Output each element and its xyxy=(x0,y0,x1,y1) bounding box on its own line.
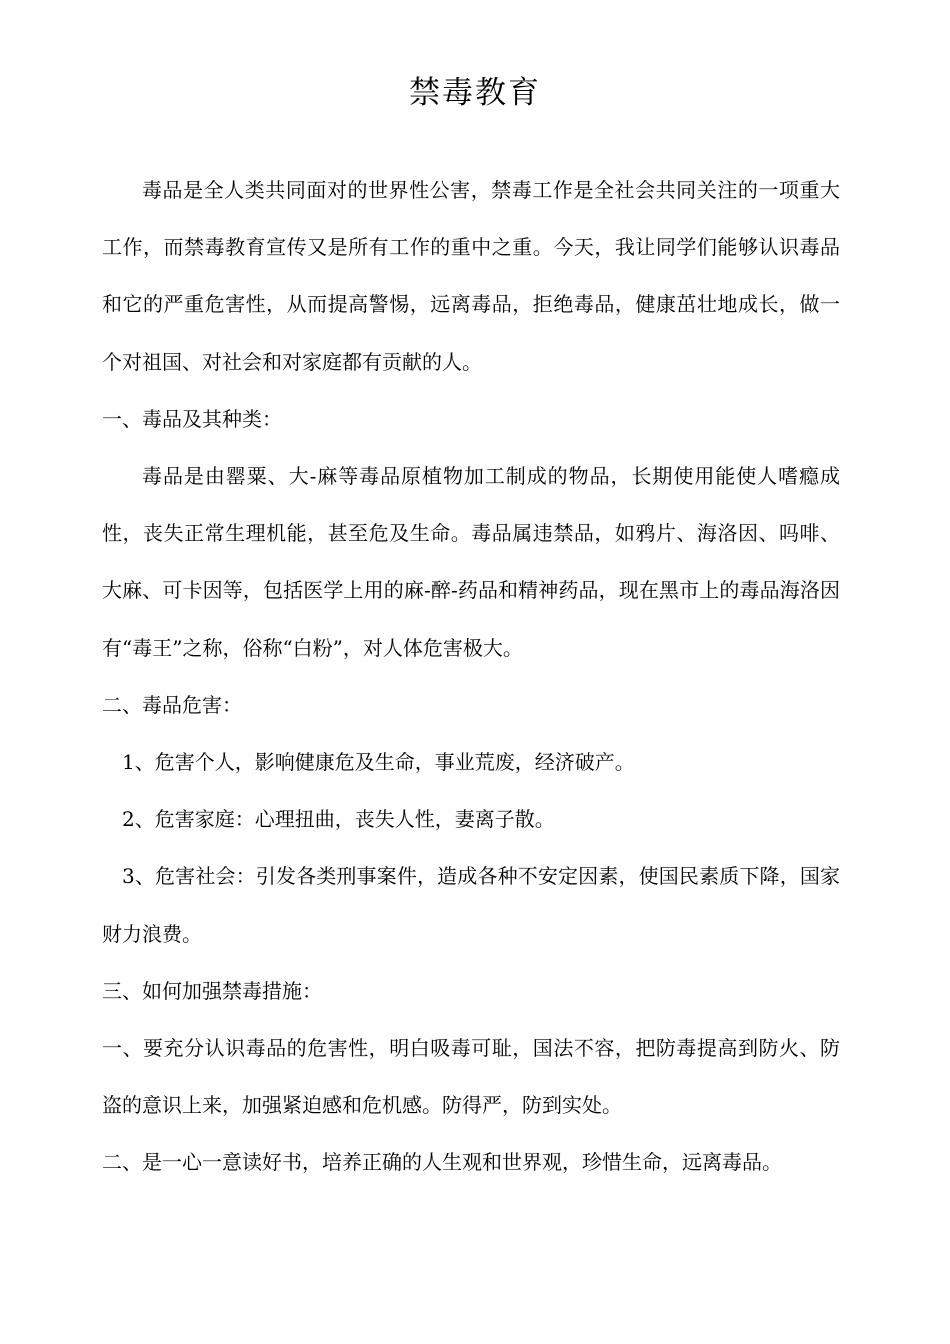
measure-item-awareness: 一、要充分认识毒品的危害性，明白吸毒可耻，国法不容，把防毒提高到防火、防盗的意识上来，加强紧迫感和危机感。防得严，防到实处。 xyxy=(102,1036,840,1118)
section-heading-drug-harm: 二、毒品危害： xyxy=(102,692,242,717)
harm-item-society: 3、危害社会：引发各类刑事案件，造成各种不安定因素，使国民素质下降，国家财力浪费。 xyxy=(102,864,840,946)
document-body xyxy=(102,162,840,1192)
intro-paragraph: 毒品是全人类共同面对的世界性公害，禁毒工作是全社会共同关注的一项重大工作，而禁毒教育宣传又是所有工作的重中之重。今天，我让同学们能够认识毒品和它的严重危害性，从而提高警惕，远离毒品，拒绝毒品，健康茁壮地成长，做一个对祖国、对社会和对家庭都有贡献的人。 xyxy=(102,178,840,374)
section-heading-drug-types: 一、毒品及其种类： xyxy=(102,406,282,431)
harm-item-personal: 1、危害个人，影响健康危及生命，事业荒废，经济破产。 xyxy=(122,750,635,775)
measure-item-study: 二、是一心一意读好书，培养正确的人生观和世界观，珍惜生命，远离毒品。 xyxy=(102,1150,782,1175)
drug-types-paragraph: 毒品是由罂粟、大-麻等毒品原植物加工制成的物品，长期使用能使人嗜瘾成性，丧失正常生理机能，甚至危及生命。毒品属违禁品，如鸦片、海洛因、吗啡、大麻、可卡因等，包括医学上用的麻-醉-药品和精神药品，现在黑市上的毒品海洛因有“毒王”之称，俗称“白粉”，对人体危害极大。 xyxy=(102,464,840,660)
section-heading-measures: 三、如何加强禁毒措施： xyxy=(102,978,322,1003)
harm-item-family: 2、危害家庭：心理扭曲，丧失人性，妻离子散。 xyxy=(122,807,555,832)
document-title: 禁毒教育 xyxy=(409,75,541,111)
